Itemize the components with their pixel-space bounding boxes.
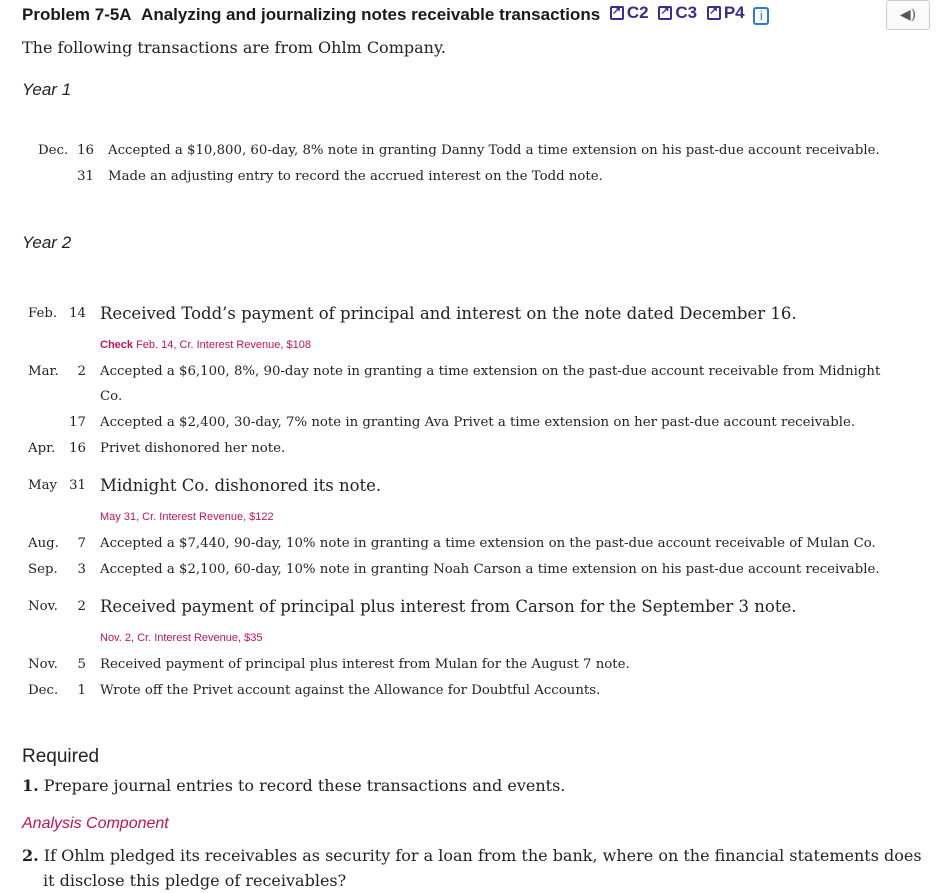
transaction-row: Dec. 16 Accepted a $10,800, 60-day, 8% note in granting Danny Todd a time extension on his past-due account receivable.: [38, 143, 880, 158]
required-heading: Required: [22, 746, 100, 767]
transaction-row: 31 Made an adjusting entry to record the accrued interest on the Todd note.: [77, 169, 603, 184]
check-figure: Nov. 2, Cr. Interest Revenue, $35: [100, 632, 263, 644]
year-1-heading: Year 1: [22, 80, 72, 99]
transaction-row: Mar. 2 Accepted a $6,100, 8%, 90-day note in granting a time extension on the past-due account receivable from Midnight: [28, 364, 881, 379]
problem-title: [22, 3, 769, 25]
problem-heading: Analyzing and journalizing notes receivable transactions: [141, 5, 601, 24]
transaction-row: Nov. 5 Received payment of principal plus interest from Mulan for the August 7 note.: [28, 657, 630, 672]
question-2: 2. If Ohlm pledged its receivables as security for a loan from the bank, where on the financial statements does: [22, 846, 922, 865]
transaction-row: Dec. 1 Wrote off the Privet account against the Allowance for Doubtful Accounts.: [28, 683, 601, 698]
tag-link-p4[interactable]: ↗ P4: [707, 3, 745, 23]
transaction-row: Apr. 16 Privet dishonored her note.: [28, 441, 286, 456]
question-1: 1. Prepare journal entries to record these transactions and events.: [22, 776, 566, 795]
question-2-continuation: it disclose this pledge of receivables?: [43, 871, 347, 890]
external-link-icon: [610, 6, 624, 20]
check-figure: Check Feb. 14, Cr. Interest Revenue, $108: [100, 339, 311, 351]
transaction-row: May 31 Midnight Co. dishonored its note.: [28, 476, 382, 495]
transaction-row: Feb. 14 Received Todd’s payment of principal and interest on the note dated December 16.: [28, 304, 797, 323]
year-2-heading: Year 2: [22, 233, 72, 252]
tag-link-c3[interactable]: ↗ C3: [658, 3, 697, 23]
check-figure: May 31, Cr. Interest Revenue, $122: [100, 511, 274, 523]
intro-text: The following transactions are from Ohlm Company.: [22, 38, 446, 57]
external-link-icon: [707, 6, 721, 20]
analysis-component-heading: Analysis Component: [22, 815, 169, 832]
speaker-button[interactable]: [886, 0, 930, 30]
transaction-row: Nov. 2 Received payment of principal plus interest from Carson for the September 3 note.: [28, 597, 797, 616]
transaction-row: Aug. 7 Accepted a $7,440, 90-day, 10% note in granting a time extension on the past-due account receivable of Mulan Co.: [28, 536, 876, 551]
transaction-row: 17 Accepted a $2,400, 30-day, 7% note in granting Ava Privet a time extension on her past-due account receivable.: [69, 415, 856, 430]
tag-link-c2[interactable]: ↗ C2: [610, 3, 649, 23]
info-badge-icon[interactable]: i: [753, 7, 769, 25]
speaker-icon: ◀): [899, 7, 917, 23]
external-link-icon: [658, 6, 672, 20]
problem-number: Problem 7-5A: [22, 5, 132, 24]
transaction-row: Sep. 3 Accepted a $2,100, 60-day, 10% note in granting Noah Carson a time extension on his past-due account receivable.: [28, 562, 880, 577]
transaction-row-continuation: Co.: [100, 389, 123, 404]
